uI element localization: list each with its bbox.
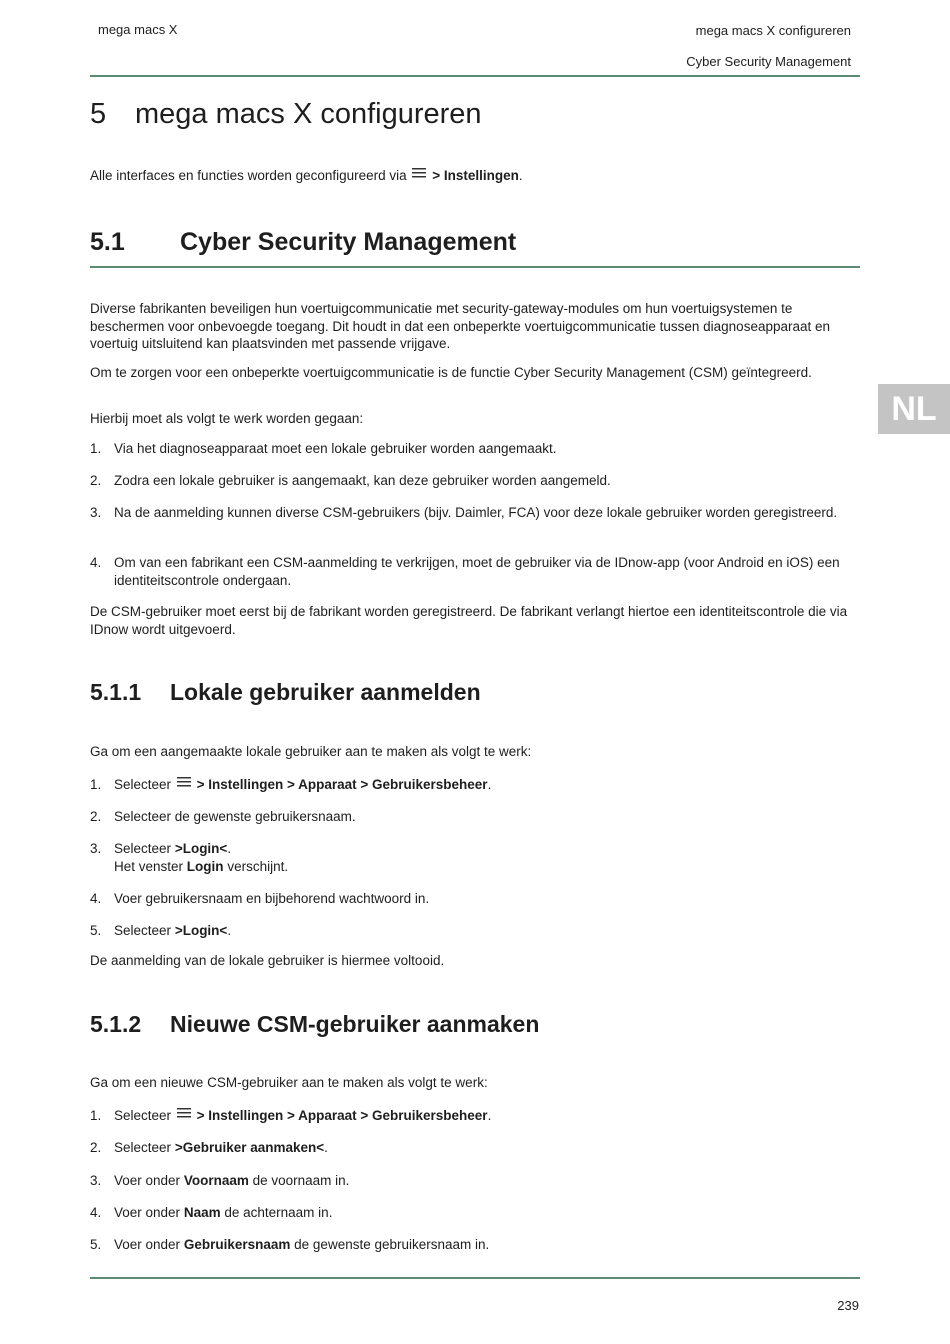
intro-end: . (518, 168, 523, 183)
list-item (90, 440, 850, 458)
list-text: Selecteer de gewenste gebruikersnaam. (114, 809, 356, 824)
list-text (114, 1139, 850, 1157)
list-number: 3. (90, 505, 102, 520)
step-text: Voer onder (114, 1173, 181, 1188)
step-text: Voer onder (114, 1205, 181, 1220)
list-number: 2. (90, 809, 102, 824)
button-ref: >Login< (174, 841, 228, 856)
language-tab: NL (878, 384, 950, 434)
paragraph: Ga om een nieuwe CSM-gebruiker aan te maken als volgt te werk: (90, 1075, 488, 1090)
paragraph: De aanmelding van de lokale gebruiker is hiermee voltooid. (90, 953, 445, 968)
section-number: 5.1.1 (90, 679, 142, 705)
menu-icon (177, 1108, 191, 1118)
intro-path: > Instellingen (432, 168, 519, 183)
list-item (90, 1172, 850, 1190)
page-number: 239 (837, 1298, 859, 1313)
chapter-intro (90, 167, 850, 185)
step-text: de gewenste gebruikersnaam in. (294, 1237, 490, 1252)
section-heading-5-1 (90, 228, 860, 268)
paragraph: Om te zorgen voor een onbeperkte voertuigcommunicatie is de functie Cyber Security Management (CSM) geïntegreerd. (90, 365, 812, 380)
chapter-heading (90, 98, 482, 130)
list-number: 2. (90, 473, 102, 488)
list-text: Na de aanmelding kunnen diverse CSM-gebruikers (bijv. Daimler, FCA) voor deze lokale gebruiker worden geregistreerd. (114, 505, 838, 520)
chapter-title: mega macs X configureren (135, 98, 482, 130)
header-divider (90, 75, 860, 77)
step-text: Selecteer (114, 1140, 172, 1155)
list-number: 4. (90, 891, 102, 906)
window-ref: Login (186, 858, 224, 874)
list-text (114, 776, 850, 794)
intro-text: Alle interfaces en functies worden geconfigureerd via (90, 168, 407, 183)
list-text: Om van een fabrikant een CSM-aanmelding te verkrijgen, moet de gebruiker via de IDnow-app (voor Android en iOS) een identiteitscontrole ondergaan. (114, 555, 840, 588)
list-number: 4. (90, 1205, 102, 1220)
list-item (90, 808, 850, 826)
list-number: 1. (90, 1108, 102, 1123)
field-ref: Voornaam (183, 1173, 249, 1188)
step-text: Selecteer (114, 841, 172, 856)
section-title: Lokale gebruiker aanmelden (170, 679, 481, 705)
step-end: . (487, 1108, 492, 1123)
list-item (90, 1236, 850, 1254)
paragraph: Hierbij moet als volgt te werk worden gegaan: (90, 411, 364, 426)
list-number: 3. (90, 841, 102, 856)
section-heading-5-1-1 (90, 679, 481, 705)
menu-path: > Instellingen > Apparaat > Gebruikersbeheer (196, 777, 488, 792)
step-text: de voornaam in. (252, 1173, 350, 1188)
list-text (114, 1172, 850, 1190)
list-item (90, 1107, 850, 1125)
section-number: 5.1 (90, 228, 125, 256)
step-text: Selecteer (114, 923, 172, 938)
step-text: Voer onder (114, 1237, 181, 1252)
header-product: mega macs X (98, 22, 178, 37)
list-number: 3. (90, 1173, 102, 1188)
list-number: 1. (90, 441, 102, 456)
list-text (114, 1204, 850, 1222)
section-number: 5.1.2 (90, 1011, 142, 1037)
list-text (114, 1107, 850, 1125)
step-end: . (227, 923, 232, 938)
step-text: Selecteer (114, 777, 172, 792)
list-text (114, 1236, 850, 1254)
step-text: verschijnt. (227, 858, 289, 874)
list-item (90, 922, 850, 940)
field-ref: Naam (183, 1205, 221, 1220)
list-text: Voer gebruikersnaam en bijbehorend wachtwoord in. (114, 891, 430, 906)
list-item (90, 776, 850, 794)
list-item (90, 840, 850, 875)
list-item (90, 504, 850, 522)
section-title: Nieuwe CSM-gebruiker aanmaken (170, 1011, 540, 1037)
list-item (90, 1204, 850, 1222)
list-number: 1. (90, 777, 102, 792)
step-text: Selecteer (114, 1108, 172, 1123)
list-text: Via het diagnoseapparaat moet een lokale gebruiker worden aangemaakt. (114, 441, 557, 456)
list-item (90, 554, 850, 589)
paragraph: Diverse fabrikanten beveiligen hun voertuigcommunicatie met security-gateway-modules om hun voertuigsystemen te beschermen voor onbevoegde toegang. Dit houdt in dat een onbeperkte voertuigcommunicatie tussen diagnoseapparaat en voertuig uitsluitend kan plaatsvinden met passende vrijgave. (90, 301, 831, 351)
step-end: . (487, 777, 492, 792)
list-number: 2. (90, 1140, 102, 1155)
step-end: . (227, 841, 232, 856)
header-section-info (686, 15, 851, 77)
list-item (90, 472, 850, 490)
list-text (114, 840, 850, 875)
field-ref: Gebruikersnaam (183, 1237, 291, 1252)
menu-path: > Instellingen > Apparaat > Gebruikersbeheer (196, 1108, 488, 1123)
list-number: 4. (90, 555, 102, 570)
list-item (90, 890, 850, 908)
list-text: Zodra een lokale gebruiker is aangemaakt, kan deze gebruiker worden aangemeld. (114, 473, 611, 488)
list-number: 5. (90, 1237, 102, 1252)
footer-divider (90, 1277, 860, 1279)
button-ref: >Login< (174, 923, 228, 938)
step-end: . (324, 1140, 328, 1155)
section-title: Cyber Security Management (180, 228, 517, 256)
menu-icon (412, 168, 426, 178)
header-section: Cyber Security Management (686, 54, 851, 69)
button-ref: >Gebruiker aanmaken< (174, 1140, 325, 1155)
chapter-number: 5 (90, 98, 107, 130)
list-number: 5. (90, 923, 102, 938)
step-text: Het venster (114, 858, 184, 874)
list-item (90, 1139, 850, 1157)
menu-icon (177, 777, 191, 787)
step-text: de achternaam in. (224, 1205, 333, 1220)
paragraph: Ga om een aangemaakte lokale gebruiker aan te maken als volgt te werk: (90, 744, 532, 759)
paragraph: De CSM-gebruiker moet eerst bij de fabrikant worden geregistreerd. De fabrikant verlangt hiertoe een identiteitscontrole die via IDnow wordt uitgevoerd. (90, 604, 848, 637)
header-chapter: mega macs X configureren (695, 23, 851, 38)
section-heading-5-1-2 (90, 1011, 540, 1037)
list-text (114, 922, 850, 940)
